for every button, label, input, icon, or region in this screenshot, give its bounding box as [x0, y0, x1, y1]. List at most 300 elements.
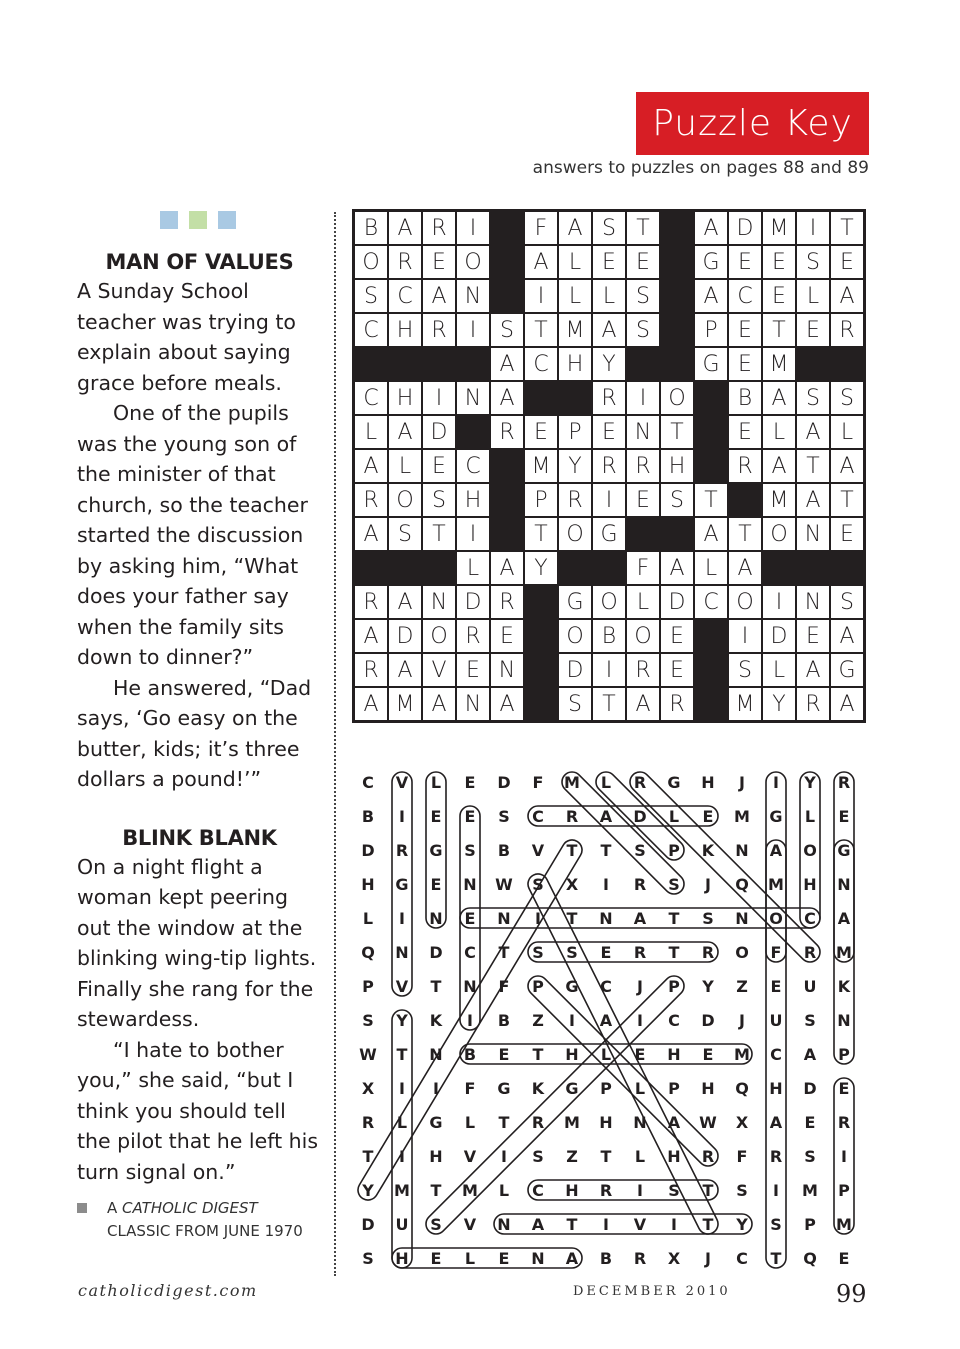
crossword-black-cell: [592, 551, 626, 585]
crossword-cell: E: [592, 245, 626, 279]
issue-date-footer: DECEMBER 2010: [573, 1284, 731, 1299]
crossword-cell: A: [762, 449, 796, 483]
word-search-letter: Y: [362, 1180, 374, 1200]
crossword-cell: E: [456, 653, 490, 687]
crossword-cell: Y: [762, 687, 796, 721]
word-search-letter: S: [532, 874, 544, 894]
crossword-black-cell: [456, 347, 490, 381]
word-search-letter: Y: [736, 1214, 748, 1234]
word-search-letter: V: [633, 1214, 647, 1234]
crossword-cell: M: [728, 687, 762, 721]
crossword-cell: D: [762, 619, 796, 653]
crossword-cell: C: [354, 381, 388, 415]
word-search-letter: K: [837, 976, 851, 996]
word-search-letter: M: [802, 1180, 818, 1200]
crossword-cell: E: [728, 313, 762, 347]
crossword-black-cell: [626, 517, 660, 551]
crossword-cell: C: [456, 449, 490, 483]
word-search-letter: T: [362, 1146, 374, 1166]
crossword-black-cell: [694, 449, 728, 483]
word-search-letter: E: [464, 908, 476, 928]
gray-square-bullet-icon: [77, 1203, 87, 1213]
crossword-cell: M: [762, 347, 796, 381]
crossword-cell: H: [388, 381, 422, 415]
crossword-cell: A: [796, 483, 830, 517]
crossword-cell: O: [422, 619, 456, 653]
crossword-cell: E: [762, 245, 796, 279]
word-search-letter: E: [498, 1044, 510, 1064]
word-search-letter: N: [599, 908, 613, 928]
word-search-letter: U: [803, 976, 817, 996]
word-search-letter: A: [769, 1112, 783, 1132]
word-search-letter: L: [600, 772, 612, 792]
crossword-cell: E: [660, 653, 694, 687]
crossword-cell: I: [456, 517, 490, 551]
crossword-cell: S: [558, 687, 592, 721]
word-search-letter: A: [667, 1112, 681, 1132]
word-search-letter: V: [395, 772, 409, 792]
crossword-black-cell: [422, 347, 456, 381]
word-search-letter: G: [667, 772, 681, 792]
word-search-letter: P: [838, 1180, 850, 1200]
source-credit: [77, 1197, 322, 1243]
word-search-letter: L: [362, 908, 374, 928]
puzzle-key-banner: Puzzle Key: [636, 92, 869, 155]
crossword-cell: A: [388, 211, 422, 245]
word-search-letter: W: [359, 1044, 377, 1064]
crossword-cell: E: [830, 517, 864, 551]
word-search-letter: T: [566, 1214, 578, 1234]
crossword-cell: L: [626, 585, 660, 619]
story-paragraph: He answered, “Dad says, ‘Go easy on the butter, kids; it’s three dollars a pound!’”: [77, 675, 312, 791]
crossword-cell: R: [558, 483, 592, 517]
word-search-letter: F: [736, 1146, 748, 1166]
word-search-letter: P: [532, 976, 544, 996]
word-search-letter: P: [668, 976, 680, 996]
story-paragraph: One of the pupils was the young son of the minister of that church, so the teacher started the discussion by asking him, “What does your father say when the family sits down to dinner?”: [77, 401, 308, 669]
crossword-black-cell: [762, 551, 796, 585]
crossword-cell: N: [796, 517, 830, 551]
word-search-letter: R: [361, 1112, 375, 1132]
crossword-cell: O: [354, 245, 388, 279]
word-search-letter: B: [497, 1010, 511, 1030]
word-search-letter: M: [564, 772, 580, 792]
word-search-letter: T: [668, 942, 680, 962]
word-search-letter: I: [535, 908, 541, 928]
crossword-cell: D: [660, 585, 694, 619]
word-search-letter: P: [668, 1078, 680, 1098]
crossword-cell: S: [422, 483, 456, 517]
crossword-black-cell: [354, 347, 388, 381]
crossword-cell: A: [830, 687, 864, 721]
crossword-cell: C: [524, 347, 558, 381]
word-search-letter: P: [804, 1214, 816, 1234]
word-search-letter: E: [430, 1248, 442, 1268]
decorative-squares: [160, 211, 236, 229]
crossword-cell: A: [354, 517, 388, 551]
crossword-cell: O: [456, 245, 490, 279]
crossword-cell: O: [592, 585, 626, 619]
word-search-letter: H: [395, 1248, 409, 1268]
crossword-black-cell: [524, 619, 558, 653]
word-search-letter: C: [668, 1010, 680, 1030]
word-search-letter: V: [531, 840, 545, 860]
crossword-cell: E: [762, 279, 796, 313]
crossword-cell: R: [728, 449, 762, 483]
word-search-letter: T: [430, 1180, 442, 1200]
crossword-black-cell: [626, 347, 660, 381]
crossword-black-cell: [694, 687, 728, 721]
crossword-black-cell: [660, 313, 694, 347]
crossword-cell: E: [626, 483, 660, 517]
word-search-letter: Y: [396, 1010, 408, 1030]
crossword-cell: C: [728, 279, 762, 313]
crossword-cell: S: [728, 653, 762, 687]
word-search-letter: F: [532, 772, 544, 792]
word-search-letter: O: [769, 908, 783, 928]
word-search-letter: L: [498, 1180, 510, 1200]
crossword-cell: I: [626, 381, 660, 415]
word-search-letter: E: [430, 806, 442, 826]
credit-suffix: CLASSIC FROM JUNE 1970: [107, 1222, 303, 1240]
crossword-black-cell: [456, 415, 490, 449]
word-search-letter: H: [565, 1044, 579, 1064]
word-search-letter: H: [701, 772, 715, 792]
word-search-letter: E: [702, 806, 714, 826]
word-search-letter: W: [495, 874, 513, 894]
word-search-letter: E: [838, 806, 850, 826]
crossword-cell: A: [490, 687, 524, 721]
crossword-cell: I: [524, 279, 558, 313]
crossword-answer-grid: [352, 209, 866, 723]
crossword-black-cell: [660, 517, 694, 551]
crossword-cell: E: [422, 449, 456, 483]
word-search-letter: R: [769, 1146, 783, 1166]
word-search-letter: C: [770, 1044, 782, 1064]
word-search-letter: N: [531, 1248, 545, 1268]
crossword-cell: S: [796, 381, 830, 415]
crossword-cell: A: [354, 449, 388, 483]
crossword-cell: O: [388, 483, 422, 517]
crossword-cell: S: [830, 585, 864, 619]
word-search-letter: J: [705, 1248, 711, 1268]
crossword-cell: A: [490, 381, 524, 415]
crossword-cell: A: [694, 211, 728, 245]
word-search-letter: A: [565, 1248, 579, 1268]
word-search-letter: K: [701, 840, 715, 860]
crossword-cell: A: [558, 211, 592, 245]
crossword-cell: A: [490, 347, 524, 381]
crossword-cell: A: [354, 687, 388, 721]
crossword-cell: R: [592, 449, 626, 483]
word-search-letter: R: [633, 942, 647, 962]
crossword-cell: T: [830, 211, 864, 245]
crossword-cell: R: [354, 483, 388, 517]
word-search-letter: U: [395, 1214, 409, 1234]
word-search-letter: R: [599, 1180, 613, 1200]
word-search-letter: S: [702, 908, 714, 928]
crossword-cell: L: [830, 415, 864, 449]
crossword-cell: I: [728, 619, 762, 653]
word-search-letter: R: [803, 942, 817, 962]
word-search-letter: E: [464, 772, 476, 792]
crossword-cell: S: [660, 483, 694, 517]
crossword-cell: L: [456, 551, 490, 585]
word-search-letter: A: [599, 1010, 613, 1030]
crossword-cell: R: [490, 585, 524, 619]
crossword-cell: S: [830, 381, 864, 415]
word-search-letter: I: [603, 1214, 609, 1234]
word-search-letter: S: [362, 1010, 374, 1030]
crossword-cell: Y: [592, 347, 626, 381]
crossword-cell: M: [524, 449, 558, 483]
crossword-cell: T: [728, 517, 762, 551]
word-search-letter: D: [701, 1010, 715, 1030]
word-search-letter: W: [699, 1112, 717, 1132]
word-search-letter: E: [804, 1112, 816, 1132]
word-search-letter: A: [837, 908, 851, 928]
crossword-cell: T: [592, 687, 626, 721]
word-search-letter: B: [599, 1248, 613, 1268]
crossword-cell: H: [558, 347, 592, 381]
crossword-cell: N: [796, 585, 830, 619]
word-search-letter: E: [634, 1044, 646, 1064]
crossword-cell: L: [388, 449, 422, 483]
crossword-cell: N: [626, 415, 660, 449]
crossword-cell: E: [796, 313, 830, 347]
crossword-black-cell: [660, 211, 694, 245]
word-search-letter: C: [464, 942, 476, 962]
word-search-letter: R: [395, 840, 409, 860]
word-search-letter: T: [498, 942, 510, 962]
word-search-letter: S: [532, 942, 544, 962]
word-search-letter: H: [701, 1078, 715, 1098]
crossword-black-cell: [694, 415, 728, 449]
crossword-cell: S: [490, 313, 524, 347]
word-search-letter: L: [600, 1044, 612, 1064]
crossword-cell: G: [592, 517, 626, 551]
crossword-black-cell: [660, 347, 694, 381]
word-search-letter: S: [804, 1010, 816, 1030]
crossword-cell: E: [660, 619, 694, 653]
word-search-letter: C: [532, 806, 544, 826]
crossword-cell: B: [354, 211, 388, 245]
word-search-letter: D: [633, 806, 647, 826]
crossword-cell: O: [558, 619, 592, 653]
word-search-letter: N: [429, 1044, 443, 1064]
crossword-cell: L: [558, 245, 592, 279]
crossword-cell: T: [422, 517, 456, 551]
word-search-letter: I: [773, 772, 779, 792]
crossword-cell: G: [558, 585, 592, 619]
word-search-letter: R: [701, 942, 715, 962]
word-search-letter: O: [803, 840, 817, 860]
crossword-cell: A: [830, 279, 864, 313]
word-search-letter: C: [532, 1180, 544, 1200]
word-search-letter: I: [603, 874, 609, 894]
crossword-cell: I: [796, 211, 830, 245]
crossword-cell: B: [728, 381, 762, 415]
word-search-letter: L: [396, 1112, 408, 1132]
crossword-cell: M: [558, 313, 592, 347]
crossword-cell: A: [422, 687, 456, 721]
word-search-letter: N: [735, 840, 749, 860]
word-search-letter: S: [498, 806, 510, 826]
word-search-letter: I: [773, 1180, 779, 1200]
crossword-cell: D: [558, 653, 592, 687]
word-search-letter: S: [532, 1146, 544, 1166]
crossword-cell: E: [626, 245, 660, 279]
word-search-letter: D: [361, 840, 375, 860]
crossword-black-cell: [524, 381, 558, 415]
green-square-icon: [189, 211, 207, 229]
crossword-black-cell: [694, 381, 728, 415]
crossword-cell: R: [456, 619, 490, 653]
crossword-cell: R: [626, 449, 660, 483]
word-search-letter: X: [667, 1248, 681, 1268]
word-search-letter: I: [671, 1214, 677, 1234]
word-search-letter: H: [565, 1180, 579, 1200]
word-search-letter: X: [735, 1112, 749, 1132]
word-search-letter: H: [429, 1146, 443, 1166]
word-search-letter: T: [600, 840, 612, 860]
crossword-cell: T: [660, 415, 694, 449]
crossword-black-cell: [728, 483, 762, 517]
word-search-letter: G: [497, 1078, 511, 1098]
crossword-cell: R: [354, 653, 388, 687]
crossword-cell: L: [354, 415, 388, 449]
word-search-letter: Z: [532, 1010, 544, 1030]
word-search-letter: G: [565, 1078, 579, 1098]
word-search-letter: L: [464, 1248, 476, 1268]
word-search-letter: D: [497, 772, 511, 792]
crossword-cell: L: [694, 551, 728, 585]
crossword-cell: D: [728, 211, 762, 245]
word-search-answer-grid: [352, 765, 862, 1273]
crossword-cell: Y: [524, 551, 558, 585]
crossword-black-cell: [694, 619, 728, 653]
crossword-cell: N: [456, 279, 490, 313]
word-search-letter: S: [464, 840, 476, 860]
crossword-cell: L: [762, 415, 796, 449]
crossword-black-cell: [490, 245, 524, 279]
word-search-letter: H: [667, 1044, 681, 1064]
crossword-cell: A: [796, 415, 830, 449]
crossword-black-cell: [830, 347, 864, 381]
word-search-letter: M: [836, 942, 852, 962]
crossword-cell: A: [830, 449, 864, 483]
word-search-letter: A: [531, 1214, 545, 1234]
word-search-letter: T: [430, 976, 442, 996]
word-search-letter: S: [430, 1214, 442, 1234]
crossword-cell: Y: [558, 449, 592, 483]
crossword-cell: R: [422, 211, 456, 245]
word-search-letter: N: [429, 908, 443, 928]
crossword-cell: B: [592, 619, 626, 653]
word-search-letter: I: [399, 1146, 405, 1166]
word-search-letter: I: [501, 1146, 507, 1166]
word-search-letter: P: [362, 976, 374, 996]
crossword-cell: A: [626, 687, 660, 721]
word-search-letter: E: [702, 1044, 714, 1064]
word-search-letter: G: [565, 976, 579, 996]
word-search-letter: N: [837, 874, 851, 894]
word-search-letter: F: [464, 1078, 476, 1098]
word-search-letter: L: [634, 1078, 646, 1098]
word-search-letter: N: [633, 1112, 647, 1132]
crossword-cell: G: [830, 653, 864, 687]
word-search-letter: Q: [735, 874, 749, 894]
word-search-letter: D: [429, 942, 443, 962]
word-search-letter: N: [735, 908, 749, 928]
word-search-letter: I: [637, 1180, 643, 1200]
word-search-letter: R: [837, 772, 851, 792]
word-search-letter: V: [463, 1214, 477, 1234]
crossword-cell: I: [456, 211, 490, 245]
crossword-black-cell: [694, 653, 728, 687]
crossword-cell: R: [830, 313, 864, 347]
crossword-cell: A: [762, 381, 796, 415]
crossword-black-cell: [660, 245, 694, 279]
crossword-cell: P: [524, 483, 558, 517]
crossword-cell: I: [456, 313, 490, 347]
word-search-letter: K: [429, 1010, 443, 1030]
crossword-cell: D: [388, 619, 422, 653]
word-search-letter: L: [804, 806, 816, 826]
crossword-cell: A: [524, 245, 558, 279]
crossword-cell: N: [456, 381, 490, 415]
crossword-cell: N: [422, 585, 456, 619]
crossword-black-cell: [354, 551, 388, 585]
word-search-letter: N: [837, 1010, 851, 1030]
crossword-cell: I: [762, 585, 796, 619]
word-search-letter: J: [637, 976, 643, 996]
crossword-cell: H: [388, 313, 422, 347]
word-search-letter: E: [838, 1248, 850, 1268]
word-search-letter: H: [599, 1112, 613, 1132]
crossword-cell: M: [762, 211, 796, 245]
crossword-cell: E: [728, 415, 762, 449]
word-search-letter: A: [599, 806, 613, 826]
crossword-black-cell: [796, 551, 830, 585]
word-search-letter: H: [803, 874, 817, 894]
crossword-cell: H: [660, 449, 694, 483]
crossword-cell: A: [388, 653, 422, 687]
word-search-letter: M: [734, 806, 750, 826]
word-search-letter: P: [668, 840, 680, 860]
word-search-letter: M: [836, 1214, 852, 1234]
crossword-cell: T: [524, 517, 558, 551]
word-search-letter: I: [433, 1078, 439, 1098]
crossword-cell: L: [762, 653, 796, 687]
crossword-cell: T: [626, 211, 660, 245]
word-search-letter: E: [600, 942, 612, 962]
word-search-letter: R: [633, 1248, 647, 1268]
word-search-letter: B: [463, 1044, 477, 1064]
word-search-letter: Y: [804, 772, 816, 792]
crossword-cell: F: [626, 551, 660, 585]
word-search-letter: K: [531, 1078, 545, 1098]
word-search-letter: A: [633, 908, 647, 928]
word-search-letter: C: [804, 908, 816, 928]
puzzle-key-subtitle: answers to puzzles on pages 88 and 89: [532, 158, 869, 178]
word-search-letter: I: [399, 1078, 405, 1098]
word-search-letter: L: [634, 1146, 646, 1166]
crossword-cell: A: [422, 279, 456, 313]
crossword-cell: H: [456, 483, 490, 517]
word-search-letter: F: [498, 976, 510, 996]
word-search-letter: S: [770, 1214, 782, 1234]
